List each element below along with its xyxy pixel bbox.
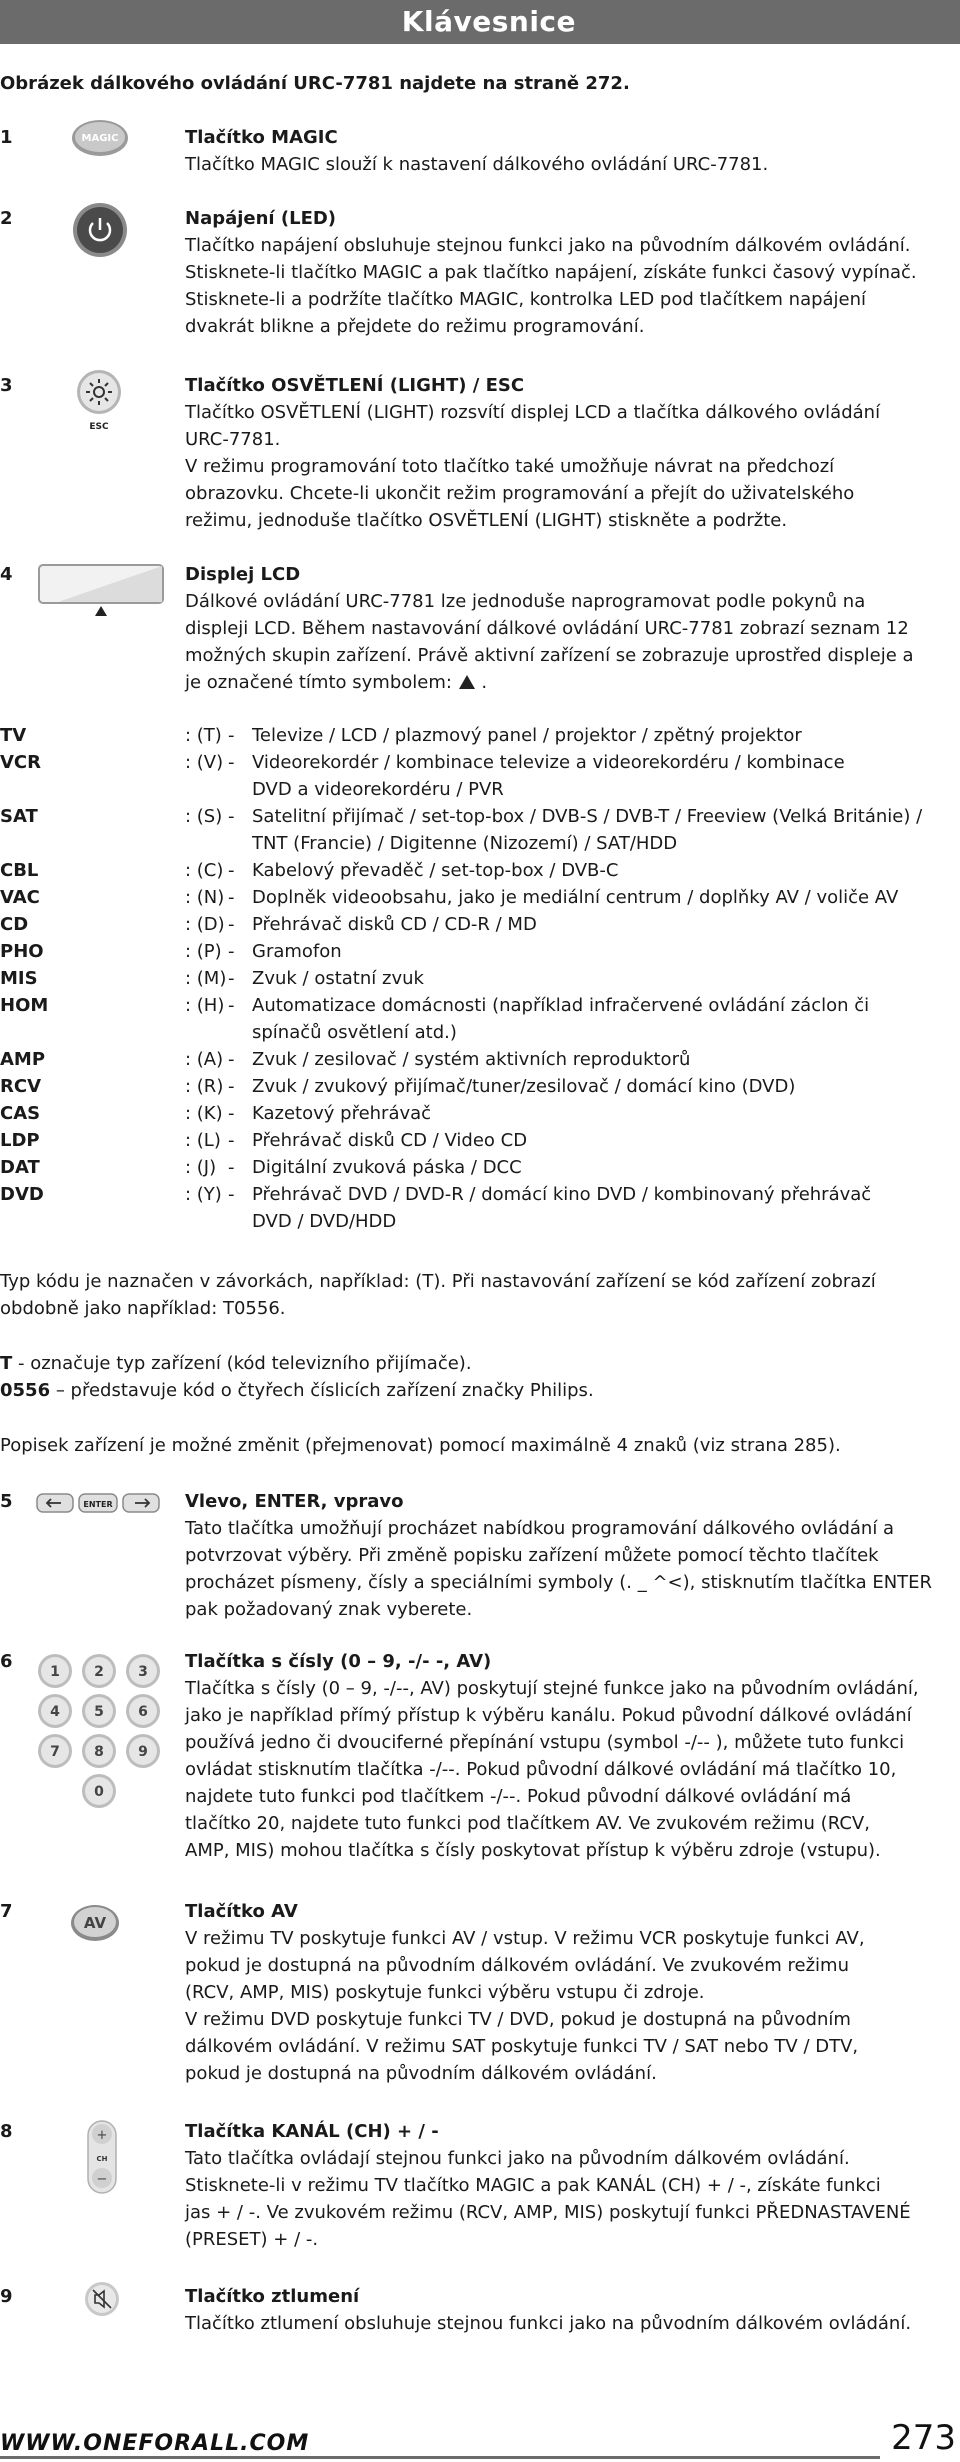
device-dash: -: [228, 752, 235, 773]
section-line: používá jedno či dvouciferné přepínání vstupu (symbol -/-- ), můžete tuto funkci: [185, 1732, 905, 1753]
section-title: Napájení (LED): [185, 208, 337, 229]
device-description-line: Satelitní přijímač / set-top-box / DVB-S / DVB-T / Freeview (Velká Británie) /: [252, 806, 923, 827]
footer-divider: [0, 2456, 880, 2459]
device-row: [0, 1127, 960, 1154]
intro-text: Obrázek dálkového ovládání URC-7781 najdete na straně 272.: [0, 73, 630, 94]
device-row: [0, 911, 960, 938]
device-dash: -: [228, 806, 235, 827]
section-line: režimu, jednoduše tlačítko OSVĚTLENÍ (LIGHT) stiskněte a podržte.: [185, 510, 788, 531]
section-line: Tlačítko MAGIC slouží k nastavení dálkového ovládání URC-7781.: [185, 154, 769, 175]
device-key: : (D): [185, 914, 225, 935]
keypad-key-label: 0: [94, 1784, 104, 1800]
note-line: Typ kódu je naznačen v závorkách, například: (T). Při nastavování zařízení se kód zařízení zobrazí: [0, 1271, 876, 1292]
device-row: [0, 965, 960, 992]
device-description-line: Kabelový převaděč / set-top-box / DVB-C: [252, 860, 619, 881]
device-description-line: Televize / LCD / plazmový panel / projektor / zpětný projektor: [252, 725, 802, 746]
device-description: [252, 1127, 960, 1154]
device-dash: -: [228, 941, 235, 962]
note-line: T - označuje typ zařízení (kód televizního přijímače).: [0, 1353, 472, 1374]
active-device-triangle-icon: [458, 674, 476, 690]
device-description: [252, 749, 960, 803]
section-number: 9: [0, 2286, 13, 2307]
device-code: RCV: [0, 1076, 42, 1097]
section-line: AMP, MIS) mohou tlačítka s čísly poskytovat přístup k výběru zdroje (vstupu).: [185, 1840, 881, 1861]
section-line: Tlačítko ztlumení obsluhuje stejnou funkci jako na původním dálkovém ovládání.: [185, 2313, 912, 2334]
keypad-key-label: 5: [94, 1704, 104, 1720]
device-description-line: TNT (Francie) / Digitenne (Nizozemí) / SAT/HDD: [252, 833, 678, 854]
device-row: [0, 1073, 960, 1100]
device-dash: -: [228, 1049, 235, 1070]
device-description: [252, 938, 960, 965]
section-line: dálkovém ovládání. V režimu SAT poskytuje funkci TV / SAT nebo TV / DTV,: [185, 2036, 859, 2057]
device-row: [0, 1181, 960, 1232]
section-line: obrazovku. Chcete-li ukončit režim programování a přejít do uživatelského: [185, 483, 855, 504]
av-icon-label: AV: [83, 1914, 107, 1932]
section-mute: [185, 2283, 955, 2337]
device-description: [252, 722, 960, 749]
section-line: Tato tlačítka ovládají stejnou funkci jako na původním dálkovém ovládání.: [185, 2148, 850, 2169]
device-description-line: Kazetový přehrávač: [252, 1103, 432, 1124]
section-title: Tlačítka s čísly (0 – 9, -/- -, AV): [185, 1651, 492, 1672]
device-description: [252, 1181, 960, 1235]
number-keypad-icon: [34, 1653, 164, 1821]
device-description-line: Přehrávač disků CD / CD-R / MD: [252, 914, 537, 935]
website-link[interactable]: WWW.ONEFORALL.COM: [0, 2431, 310, 2456]
device-row: [0, 1100, 960, 1127]
device-row: [0, 803, 960, 854]
device-dash: -: [228, 725, 235, 746]
device-row: [0, 992, 960, 1043]
section-power: [185, 205, 955, 340]
device-key: : (K): [185, 1103, 223, 1124]
device-code: LDP: [0, 1130, 40, 1151]
section-title: Displej LCD: [185, 564, 301, 585]
section-number: 8: [0, 2121, 13, 2142]
section-title: Tlačítko MAGIC: [185, 127, 338, 148]
section-line: pokud je dostupná na původním dálkovém ovládání.: [185, 2063, 657, 2084]
section-line: jako je například přímý přístup k výběru kanálu. Pokud původní dálkové ovládání: [185, 1705, 912, 1726]
device-key: : (Y): [185, 1184, 222, 1205]
svg-text:−: −: [96, 2172, 108, 2187]
header-bar: [0, 0, 960, 44]
device-dash: -: [228, 887, 235, 908]
section-line: (PRESET) + / -.: [185, 2229, 319, 2250]
device-code: CBL: [0, 860, 39, 881]
section-navigation: [185, 1488, 955, 1623]
device-description-line: spínačů osvětlení atd.): [252, 1022, 457, 1043]
section-number: 4: [0, 564, 13, 585]
section-line: dvakrát blikne a přejdete do režimu programování.: [185, 316, 645, 337]
section-title: Tlačítko AV: [185, 1901, 298, 1922]
section-line: je označené tímto symbolem: .: [185, 672, 488, 693]
section-line: tlačítko 20, najdete tuto funkci pod tlačítkem AV. Ve zvukovém režimu (RCV,: [185, 1813, 870, 1834]
device-row: [0, 1046, 960, 1073]
section-line: Tlačítko napájení obsluhuje stejnou funkci jako na původním dálkovém ovládání.: [185, 235, 911, 256]
device-description: [252, 911, 960, 938]
svg-text:+: +: [96, 2128, 108, 2143]
device-code: DAT: [0, 1157, 40, 1178]
section-number: 6: [0, 1651, 13, 1672]
keypad-key-label: 6: [138, 1704, 148, 1720]
section-lcd: [185, 561, 955, 696]
channel-buttons-icon: [84, 2120, 120, 2202]
section-line: ovládat stisknutím tlačítka -/--. Pokud původní dálkové ovládání má tlačítko 10,: [185, 1759, 897, 1780]
section-line: V režimu programování toto tlačítko také umožňuje návrat na předchozí: [185, 456, 835, 477]
note-line: obdobně jako například: T0556.: [0, 1298, 286, 1319]
section-line: pak požadovaný znak vyberete.: [185, 1599, 473, 1620]
section-magic: [185, 124, 955, 178]
device-row: [0, 857, 960, 884]
section-line: Dálkové ovládání URC-7781 lze jednoduše naprogramovat podle pokynů na: [185, 591, 866, 612]
lcd-display-icon: [38, 564, 164, 626]
mute-button-icon: [84, 2281, 120, 2325]
device-key: : (T): [185, 725, 222, 746]
section-line: jas + / -. Ve zvukovém režimu (RCV, AMP, MIS) poskytují funkci PŘEDNASTAVENÉ: [185, 2202, 911, 2223]
keypad-key-label: 8: [94, 1744, 104, 1760]
device-row: [0, 722, 960, 749]
rename-note: Popisek zařízení je možné změnit (přejmenovat) pomocí maximálně 4 znaků (viz strana 285).: [0, 1435, 841, 1456]
device-row: [0, 1154, 960, 1181]
keypad-key-label: 7: [50, 1744, 60, 1760]
device-dash: -: [228, 995, 235, 1016]
esc-icon-label: ESC: [89, 422, 109, 432]
section-av: [185, 1898, 955, 2087]
keypad-key-label: 9: [138, 1744, 148, 1760]
section-line: procházet písmeny, čísly a speciálními symboly (. _ ^<), stisknutím tlačítka ENTER: [185, 1572, 933, 1593]
section-line: URC-7781.: [185, 429, 281, 450]
section-line: Stisknete-li a podržíte tlačítko MAGIC, kontrolka LED pod tlačítkem napájení: [185, 289, 867, 310]
device-dash: -: [228, 1184, 235, 1205]
magic-icon-label: MAGIC: [81, 133, 119, 144]
device-code: DVD: [0, 1184, 44, 1205]
device-row: [0, 749, 960, 800]
power-button-icon: [72, 202, 128, 266]
device-code: VCR: [0, 752, 42, 773]
device-key: : (C): [185, 860, 224, 881]
section-line: displeji LCD. Během nastavování dálkové ovládání URC-7781 zobrazí seznam 12: [185, 618, 909, 639]
section-number: 3: [0, 375, 13, 396]
device-key: : (R): [185, 1076, 224, 1097]
device-description: [252, 1154, 960, 1181]
device-code: CAS: [0, 1103, 41, 1124]
device-description-line: Gramofon: [252, 941, 342, 962]
device-description: [252, 1073, 960, 1100]
device-code: VAC: [0, 887, 40, 908]
section-line: Tato tlačítka umožňují procházet nabídkou programování dálkového ovládání a: [185, 1518, 895, 1539]
device-description: [252, 803, 960, 857]
device-description-line: Automatizace domácnosti (například infračervené ovládání záclon či: [252, 995, 870, 1016]
section-title: Tlačítko ztlumení: [185, 2286, 360, 2307]
av-button-icon: [70, 1903, 120, 1951]
section-line: Tlačítko OSVĚTLENÍ (LIGHT) rozsvítí displej LCD a tlačítka dálkového ovládání: [185, 402, 881, 423]
device-key: : (P): [185, 941, 222, 962]
keypad-key-label: 2: [94, 1664, 104, 1680]
device-description-line: Zvuk / zesilovač / systém aktivních reproduktorů: [252, 1049, 691, 1070]
device-description: [252, 1100, 960, 1127]
device-row: [0, 884, 960, 911]
page-number: 273: [891, 2418, 956, 2458]
section-line: Tlačítka s čísly (0 – 9, -/--, AV) poskytují stejné funkce jako na původním ovládání,: [185, 1678, 919, 1699]
device-description-line: Digitální zvuková páska / DCC: [252, 1157, 522, 1178]
device-code: HOM: [0, 995, 49, 1016]
device-dash: -: [228, 1103, 235, 1124]
type-code-note: [0, 1268, 960, 1322]
section-line: pokud je dostupná na původním dálkovém ovládání. Ve zvukovém režimu: [185, 1955, 849, 1976]
section-line: V režimu DVD poskytuje funkci TV / DVD, pokud je dostupná na původním: [185, 2009, 851, 2030]
device-dash: -: [228, 968, 235, 989]
device-key: : (J): [185, 1157, 217, 1178]
device-description: [252, 884, 960, 911]
device-description-line: Zvuk / zvukový přijímač/tuner/zesilovač / domácí kino (DVD): [252, 1076, 796, 1097]
device-row: [0, 938, 960, 965]
section-line: potvrzovat výběry. Při změně popisku zařízení můžete pomocí těchto tlačítek: [185, 1545, 879, 1566]
section-line: V režimu TV poskytuje funkci AV / vstup. V režimu VCR poskytuje funkci AV,: [185, 1928, 865, 1949]
light-esc-button-icon: [75, 368, 123, 442]
device-key: : (S): [185, 806, 223, 827]
device-key: : (A): [185, 1049, 224, 1070]
magic-button-icon: [70, 118, 130, 166]
device-key: : (H): [185, 995, 225, 1016]
section-number: 7: [0, 1901, 13, 1922]
device-key: : (L): [185, 1130, 221, 1151]
section-number: 5: [0, 1491, 13, 1512]
section-line: Stisknete-li v režimu TV tlačítko MAGIC a pak KANÁL (CH) + / -, získáte funkci: [185, 2175, 881, 2196]
device-description: [252, 1046, 960, 1073]
section-number: 2: [0, 208, 13, 229]
device-code: TV: [0, 725, 27, 746]
device-description-line: DVD a videorekordéru / PVR: [252, 779, 504, 800]
device-code: CD: [0, 914, 29, 935]
enter-icon-label: ENTER: [83, 1500, 113, 1509]
ch-icon-label: CH: [96, 2155, 108, 2163]
device-description: [252, 992, 960, 1046]
device-description-line: Zvuk / ostatní zvuk: [252, 968, 424, 989]
section-title: Vlevo, ENTER, vpravo: [185, 1491, 404, 1512]
device-dash: -: [228, 1157, 235, 1178]
section-number-buttons: [185, 1648, 955, 1864]
section-title: Tlačítka KANÁL (CH) + / -: [185, 2121, 439, 2142]
device-key: : (V): [185, 752, 224, 773]
section-line: (RCV, AMP, MIS) poskytuje funkci výběru vstupu či zdroje.: [185, 1982, 705, 2003]
device-dash: -: [228, 1130, 235, 1151]
device-key: : (M): [185, 968, 227, 989]
device-dash: -: [228, 914, 235, 935]
section-number: 1: [0, 127, 13, 148]
section-light: [185, 372, 955, 534]
device-description-line: Videorekordér / kombinace televize a videorekordéru / kombinace: [252, 752, 845, 773]
device-description: [252, 857, 960, 884]
device-code: MIS: [0, 968, 38, 989]
device-code: AMP: [0, 1049, 46, 1070]
code-legend: [0, 1350, 960, 1404]
keypad-key-label: 1: [50, 1664, 60, 1680]
device-key: : (N): [185, 887, 225, 908]
section-line: najdete tuto funkci pod tlačítkem -/--. Pokud původní dálkové ovládání má: [185, 1786, 852, 1807]
section-line: Stisknete-li tlačítko MAGIC a pak tlačítko napájení, získáte funkci časový vypínač.: [185, 262, 917, 283]
device-description-line: Doplněk videoobsahu, jako je mediální centrum / doplňky AV / voliče AV: [252, 887, 899, 908]
device-description-line: Přehrávač disků CD / Video CD: [252, 1130, 528, 1151]
device-code: SAT: [0, 806, 38, 827]
device-dash: -: [228, 860, 235, 881]
keypad-key-label: 4: [50, 1704, 60, 1720]
section-title: Tlačítko OSVĚTLENÍ (LIGHT) / ESC: [185, 375, 525, 396]
section-line: možných skupin zařízení. Právě aktivní zařízení se zobrazuje uprostřed displeje a: [185, 645, 914, 666]
device-description-line: DVD / DVD/HDD: [252, 1211, 397, 1232]
page-title: Klávesnice: [401, 5, 576, 38]
section-channel: [185, 2118, 955, 2253]
device-description-line: Přehrávač DVD / DVD-R / domácí kino DVD / kombinovaný přehrávač: [252, 1184, 872, 1205]
keypad-key-label: 3: [138, 1664, 148, 1680]
note-line: 0556 – představuje kód o čtyřech číslicích zařízení značky Philips.: [0, 1380, 594, 1401]
device-code: PHO: [0, 941, 44, 962]
device-dash: -: [228, 1076, 235, 1097]
device-description: [252, 965, 960, 992]
left-enter-right-buttons-icon: [36, 1492, 160, 1522]
